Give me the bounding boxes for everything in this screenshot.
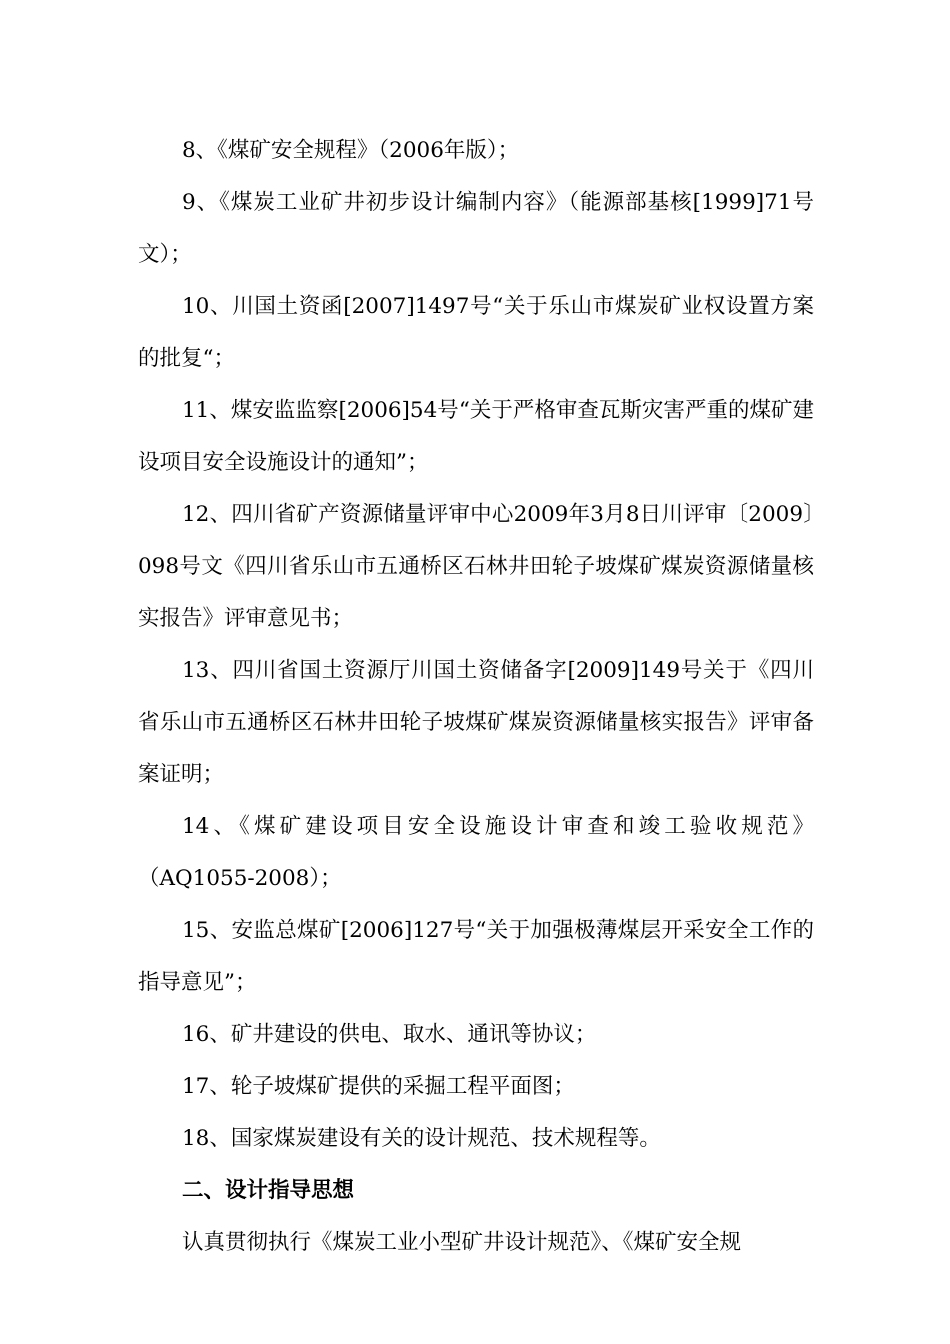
document-body [138, 125, 814, 1269]
reference-item-12: 12、四川省矿产资源储量评审中心2009年3月8日川评审〔2009〕098号文《四川省乐山市五通桥区石林井田轮子坡煤矿煤炭资源储量核实报告》评审意见书； [138, 502, 814, 631]
reference-item-8: 8、《煤矿安全规程》（2006年版）； [182, 138, 520, 163]
reference-item-15: 15、安监总煤矿[2006]127号“关于加强极薄煤层开采安全工作的指导意见”； [138, 918, 814, 995]
section-heading: 二、设计指导思想 [182, 1178, 355, 1203]
reference-item-16: 16、矿井建设的供电、取水、通讯等协议； [182, 1022, 597, 1047]
reference-item-9: 9、《煤炭工业矿井初步设计编制内容》（能源部基核[1999]71号文）； [138, 190, 814, 267]
reference-item-10: 10、川国土资函[2007]1497号“关于乐山市煤炭矿业权设置方案的批复“； [138, 294, 814, 371]
reference-item-14: 14、《煤矿建设项目安全设施设计审查和竣工验收规范》（AQ1055-2008）； [138, 814, 814, 891]
reference-item-11: 11、煤安监监察[2006]54号“关于严格审查瓦斯灾害严重的煤矿建设项目安全设施设计的通知”； [138, 398, 814, 475]
body-paragraph: 认真贯彻执行《煤炭工业小型矿井设计规范》、《煤矿安全规 [182, 1230, 742, 1255]
reference-item-18: 18、国家煤炭建设有关的设计规范、技术规程等。 [182, 1126, 661, 1151]
reference-item-13: 13、四川省国土资源厅川国土资储备字[2009]149号关于《四川省乐山市五通桥区石林井田轮子坡煤矿煤炭资源储量核实报告》评审备案证明； [138, 658, 814, 787]
reference-item-17: 17、轮子坡煤矿提供的采掘工程平面图； [182, 1074, 575, 1099]
